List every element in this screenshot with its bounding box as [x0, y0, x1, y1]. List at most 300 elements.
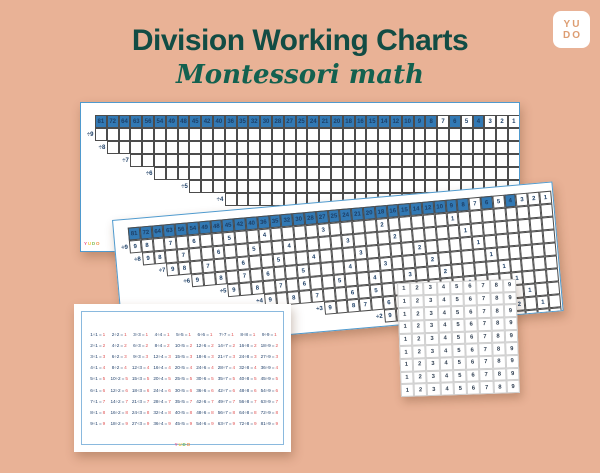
header-cell: 4	[473, 115, 485, 128]
quotient-cell: 9	[142, 252, 155, 266]
strip-number-cell: 5	[453, 369, 467, 382]
empty-cell	[355, 180, 367, 193]
equation-answer: 4	[102, 365, 106, 371]
equation-text: 4÷1 =	[90, 365, 102, 371]
equation-text: 18÷3 =	[131, 387, 146, 393]
equation-item	[259, 396, 280, 407]
empty-cell	[496, 167, 508, 180]
strip-number-cell: 3	[425, 320, 439, 333]
equation-item	[237, 407, 258, 418]
equation-item	[130, 373, 151, 384]
equation-answer: 6	[275, 387, 278, 393]
equation-item	[216, 418, 237, 429]
equation-text: 7÷7 =	[218, 332, 231, 338]
equation-item	[108, 340, 129, 351]
empty-cell	[260, 128, 272, 141]
quotient-cell: 2	[413, 241, 426, 255]
equation-text: 15÷3 =	[131, 376, 146, 382]
equation-answer: 7	[253, 398, 257, 404]
equation-answer: 5	[168, 376, 171, 382]
empty-cell	[201, 128, 213, 141]
empty-cell	[355, 154, 367, 167]
strip-number-cell: 3	[425, 332, 439, 345]
strip-number-cell: 6	[464, 293, 478, 306]
strip-number-cell: 2	[412, 320, 426, 333]
equation-item	[130, 418, 151, 429]
empty-cell	[213, 167, 225, 180]
empty-cell	[296, 167, 308, 180]
strip-number-cell: 2	[412, 345, 426, 358]
equation-item	[237, 362, 258, 373]
quotient-cell: 8	[153, 250, 166, 264]
empty-cell	[548, 294, 561, 308]
header-cell: 54	[154, 115, 166, 128]
empty-cell	[414, 128, 426, 141]
equation-answer: 4	[124, 365, 127, 371]
header-cell: 7	[437, 115, 449, 128]
empty-cell	[284, 141, 296, 154]
empty-cell	[296, 128, 308, 141]
header-cell: 21	[351, 207, 364, 221]
quotient-cell: 1	[536, 295, 549, 309]
equation-answer: 8	[146, 409, 150, 415]
strip-number-cell: 8	[491, 330, 505, 343]
header-cell: 15	[366, 115, 378, 128]
equation-answer: 5	[102, 376, 106, 382]
strip-number-cell: 2	[413, 371, 427, 384]
equation-item	[108, 373, 129, 384]
equation-text: 12÷6 =	[196, 343, 211, 349]
equation-answer: 5	[189, 376, 193, 382]
empty-cell	[366, 167, 378, 180]
empty-cell	[142, 141, 154, 154]
equation-item	[237, 418, 258, 429]
empty-cell	[366, 141, 378, 154]
equation-answer: 8	[168, 409, 171, 415]
equation-text: 6÷2 =	[111, 354, 124, 360]
equation-answer: 4	[168, 365, 171, 371]
header-cell: 3	[516, 193, 529, 207]
empty-cell	[484, 154, 496, 167]
empty-cell	[343, 167, 355, 180]
equation-text: 16÷8 =	[239, 343, 253, 349]
row-label: ÷7	[122, 157, 129, 164]
empty-cell	[248, 141, 260, 154]
header-cell: 45	[222, 218, 235, 232]
empty-cell	[130, 154, 142, 167]
mini-logo-letter: O	[95, 241, 100, 246]
equation-text: 36÷4 =	[153, 420, 168, 426]
equation-answer: 6	[125, 387, 128, 393]
empty-cell	[425, 167, 437, 180]
empty-cell	[402, 154, 414, 167]
quotient-cell: 6	[237, 256, 250, 270]
empty-cell	[154, 128, 166, 141]
equation-item	[173, 340, 194, 351]
empty-cell	[237, 167, 249, 180]
empty-cell	[225, 193, 237, 206]
equation-text: 63÷9 =	[260, 398, 275, 404]
header-cell: 54	[186, 221, 199, 235]
header-cell: 42	[201, 115, 213, 128]
equation-text: 10÷2 =	[110, 376, 125, 382]
equation-text: 12÷2 =	[110, 387, 125, 393]
empty-cell	[225, 128, 237, 141]
equation-answer: 2	[102, 343, 106, 349]
row-label: ÷6	[145, 170, 153, 177]
strip-number-cell: 5	[453, 382, 467, 395]
empty-cell	[496, 141, 508, 154]
empty-cell	[248, 154, 260, 167]
empty-cell	[331, 128, 343, 141]
empty-cell	[437, 128, 449, 141]
equation-item	[130, 362, 151, 373]
equation-item	[194, 418, 215, 429]
equation-text: 45÷9 =	[260, 376, 275, 382]
empty-cell	[201, 180, 213, 193]
quotient-cell: 9	[264, 293, 277, 307]
equation-item	[237, 385, 258, 396]
header-cell: 5	[461, 115, 473, 128]
quotient-cell: 1	[511, 271, 524, 285]
equation-text: 9÷1 =	[90, 420, 102, 426]
strip-number-cell: 3	[423, 282, 437, 295]
empty-cell	[390, 167, 402, 180]
equation-item	[151, 329, 172, 340]
quotient-cell: 3	[526, 309, 539, 323]
quotient-cell: 7	[202, 259, 215, 273]
equation-text: 9÷3 =	[133, 354, 145, 360]
quotient-cell: 6	[346, 286, 359, 300]
equation-item	[259, 418, 280, 429]
strip-number-cell: 9	[505, 355, 519, 368]
equation-answer: 6	[211, 387, 214, 393]
equation-answer: 8	[275, 409, 278, 415]
equation-text: 15÷5 =	[174, 354, 189, 360]
empty-cell	[355, 141, 367, 154]
equation-answer: 7	[125, 398, 128, 404]
empty-cell	[378, 154, 390, 167]
equation-answer: 4	[146, 365, 150, 371]
empty-cell	[425, 141, 437, 154]
empty-cell	[414, 141, 426, 154]
equation-text: 5÷5 =	[176, 332, 188, 338]
strip-number-cell: 6	[464, 306, 478, 319]
empty-cell	[189, 128, 201, 141]
empty-cell	[201, 141, 213, 154]
quotient-cell: 9	[384, 309, 397, 323]
quotient-cell: 5	[272, 253, 285, 267]
mini-logo-letter: U	[178, 442, 182, 447]
equation-item	[130, 396, 151, 407]
equation-item	[259, 373, 280, 384]
empty-cell	[496, 128, 508, 141]
equation-text: 21÷7 =	[217, 354, 232, 360]
equation-item	[87, 329, 108, 340]
empty-cell	[496, 154, 508, 167]
empty-cell	[296, 154, 308, 167]
header-cell: 8	[425, 115, 437, 128]
equation-item	[237, 351, 258, 362]
header-cell: 32	[248, 115, 260, 128]
strip-number-cell: 7	[479, 356, 493, 369]
quotient-cell: 8	[287, 291, 300, 305]
equation-answer: 3	[275, 354, 278, 360]
strip-number-cell: 4	[438, 319, 452, 332]
quotient-cell: 4	[307, 250, 320, 264]
equation-text: 28÷4 =	[153, 398, 168, 404]
empty-cell	[237, 193, 249, 206]
equation-answer: 8	[253, 409, 257, 415]
equation-answer: 7	[189, 398, 193, 404]
equation-item	[87, 351, 108, 362]
equation-text: 56÷8 =	[239, 398, 253, 404]
empty-cell	[449, 167, 461, 180]
header-cell: 5	[492, 195, 505, 209]
equation-answer: 9	[189, 420, 193, 426]
quotient-cell: 5	[297, 264, 310, 278]
header-cell: 9	[445, 199, 458, 213]
equation-answer: 1	[231, 332, 234, 338]
equation-text: 18÷6 =	[196, 354, 211, 360]
equation-item	[216, 351, 237, 362]
quotient-cell: 3	[342, 234, 355, 248]
equation-text: 36÷9 =	[260, 365, 275, 371]
quotient-cell: 3	[404, 268, 417, 282]
header-cell: 45	[189, 115, 201, 128]
quotient-cell: 7	[177, 248, 190, 262]
number-strips-card	[397, 279, 520, 397]
equation-answer: 8	[232, 409, 236, 415]
empty-cell	[213, 128, 225, 141]
empty-cell	[461, 141, 473, 154]
strip-number-cell: 7	[476, 280, 490, 293]
equation-item	[237, 329, 258, 340]
quotient-cell: 8	[215, 271, 228, 285]
equation-item	[173, 351, 194, 362]
quotient-cell: 9	[166, 262, 179, 276]
empty-cell	[461, 167, 473, 180]
equation-item	[108, 407, 129, 418]
equation-item	[87, 418, 108, 429]
equation-text: 42÷7 =	[217, 387, 232, 393]
header-cell: 81	[95, 115, 107, 128]
equation-item	[130, 340, 151, 351]
row-label: ÷7	[158, 267, 166, 274]
equation-item	[194, 373, 215, 384]
equation-answer: 9	[146, 420, 150, 426]
empty-cell	[119, 141, 131, 154]
equation-text: 27÷3 =	[131, 420, 146, 426]
header-cell: 20	[363, 206, 376, 220]
header-cell: 14	[378, 115, 390, 128]
strip-number-cell: 6	[467, 382, 481, 395]
equation-text: 4÷4 =	[154, 332, 166, 338]
equation-item	[173, 407, 194, 418]
empty-cell	[366, 154, 378, 167]
empty-cell	[189, 167, 201, 180]
equation-answer: 1	[102, 332, 106, 338]
strip-number-cell: 7	[478, 331, 492, 344]
equation-item	[216, 362, 237, 373]
equation-text: 49÷7 =	[217, 398, 232, 404]
strip-number-cell: 3	[426, 358, 440, 371]
empty-cell	[473, 128, 485, 141]
empty-cell	[437, 154, 449, 167]
strip-number-cell: 7	[479, 368, 493, 381]
equation-answer: 6	[168, 387, 171, 393]
equation-text: 6÷3 =	[133, 343, 145, 349]
equation-answer: 7	[275, 398, 278, 404]
equation-item	[130, 329, 151, 340]
equation-text: 72÷9 =	[260, 409, 275, 415]
strip-number-cell: 1	[400, 359, 414, 372]
header-cell: 63	[163, 224, 176, 238]
quotient-cell: 3	[317, 223, 330, 237]
empty-cell	[119, 128, 131, 141]
strip-number-cell: 7	[478, 318, 492, 331]
equation-item	[151, 385, 172, 396]
quotient-cell: 3	[354, 246, 367, 260]
quotient-cell: 9	[227, 283, 240, 297]
empty-cell	[142, 128, 154, 141]
strip-number-cell: 8	[492, 343, 506, 356]
equation-item	[216, 407, 237, 418]
quotient-cell: 5	[333, 274, 346, 288]
strip-number-cell: 2	[411, 308, 425, 321]
header-cell: 56	[175, 223, 188, 237]
equation-item	[259, 329, 280, 340]
quotient-cell: 1	[524, 283, 537, 297]
empty-cell	[402, 141, 414, 154]
empty-cell	[390, 128, 402, 141]
empty-cell	[130, 128, 142, 141]
strip-number-cell: 8	[490, 305, 504, 318]
strip-number-cell: 4	[438, 332, 452, 345]
equation-text: 20÷4 =	[153, 376, 168, 382]
empty-cell	[154, 154, 166, 167]
empty-cell	[414, 167, 426, 180]
empty-cell	[508, 167, 520, 180]
header-cell: 30	[260, 115, 272, 128]
quotient-cell: 2	[389, 230, 402, 244]
empty-cell	[508, 154, 520, 167]
header-cell: 6	[480, 196, 493, 210]
equation-text: 30÷5 =	[174, 387, 189, 393]
equation-item	[259, 362, 280, 373]
header-cell: 32	[281, 213, 294, 227]
quotient-cell: 5	[223, 231, 236, 245]
equation-text: 8÷4 =	[154, 343, 166, 349]
empty-cell	[402, 128, 414, 141]
equation-text: 81÷9 =	[260, 420, 275, 426]
empty-cell	[272, 141, 284, 154]
header-cell: 36	[257, 215, 270, 229]
equation-answer: 8	[125, 409, 128, 415]
empty-cell	[378, 128, 390, 141]
empty-cell	[390, 141, 402, 154]
quotient-cell: 2	[513, 297, 526, 311]
empty-cell	[296, 180, 308, 193]
quotient-cell: 4	[368, 271, 381, 285]
row-label: ÷4	[256, 297, 264, 305]
strip-number-cell: 9	[505, 342, 519, 355]
equation-text: 24÷4 =	[153, 387, 168, 393]
header-cell: 35	[269, 214, 282, 228]
equation-answer: 7	[232, 398, 236, 404]
strip-number-cell: 1	[398, 321, 412, 334]
equation-text: 5÷1 =	[90, 376, 102, 382]
strip-number-cell: 2	[410, 282, 424, 295]
equation-text: 72÷8 =	[239, 420, 253, 426]
empty-cell	[366, 180, 378, 193]
quotient-cell: 2	[538, 308, 551, 322]
equation-text: 14÷2 =	[110, 398, 125, 404]
row-label: ÷3	[315, 305, 324, 313]
mini-logo-letter: Y	[84, 241, 88, 246]
equation-item	[194, 351, 215, 362]
equation-item	[87, 362, 108, 373]
equation-answer: 1	[252, 332, 256, 338]
row-label: ÷8	[98, 144, 106, 151]
header-cell: 36	[225, 115, 237, 128]
empty-cell	[331, 167, 343, 180]
empty-cell	[414, 154, 426, 167]
equation-item	[108, 351, 129, 362]
header-cell: 15	[398, 203, 411, 217]
header-cell: 18	[343, 115, 355, 128]
strip-number-cell: 7	[480, 381, 494, 394]
equation-item	[259, 385, 280, 396]
empty-cell	[541, 217, 554, 231]
empty-cell	[331, 180, 343, 193]
equation-answer: 3	[124, 354, 127, 360]
header-cell: 12	[390, 115, 402, 128]
empty-cell	[213, 154, 225, 167]
equation-answer: 7	[146, 398, 150, 404]
equation-answer: 4	[275, 365, 278, 371]
empty-cell	[272, 154, 284, 167]
empty-cell	[307, 141, 319, 154]
strip-number-cell: 7	[479, 343, 493, 356]
equation-text: 30÷6 =	[196, 376, 211, 382]
strip-number-cell: 3	[424, 307, 438, 320]
strip-number-cell: 2	[411, 295, 425, 308]
equation-text: 18÷2 =	[110, 420, 125, 426]
empty-cell	[248, 180, 260, 193]
yudo-logo-line2: DO	[563, 29, 582, 41]
strip-number-cell: 6	[466, 356, 480, 369]
quotient-cell: 1	[485, 248, 498, 262]
equation-item	[173, 396, 194, 407]
strip-number-cell: 8	[493, 368, 507, 381]
empty-cell	[425, 128, 437, 141]
quotient-cell: 6	[262, 267, 275, 281]
row-label: ÷2	[375, 313, 383, 320]
equation-item	[151, 373, 172, 384]
mini-logo-letter: O	[186, 442, 191, 447]
quotient-cell: 6	[298, 277, 311, 291]
equation-item	[194, 329, 215, 340]
equation-item	[108, 329, 129, 340]
quotient-cell: 6	[188, 234, 201, 248]
equation-item	[194, 396, 215, 407]
equation-item	[151, 396, 172, 407]
equation-item	[87, 396, 108, 407]
header-cell: 40	[245, 216, 258, 230]
strip-number-cell: 5	[452, 331, 466, 344]
equation-item	[216, 385, 237, 396]
